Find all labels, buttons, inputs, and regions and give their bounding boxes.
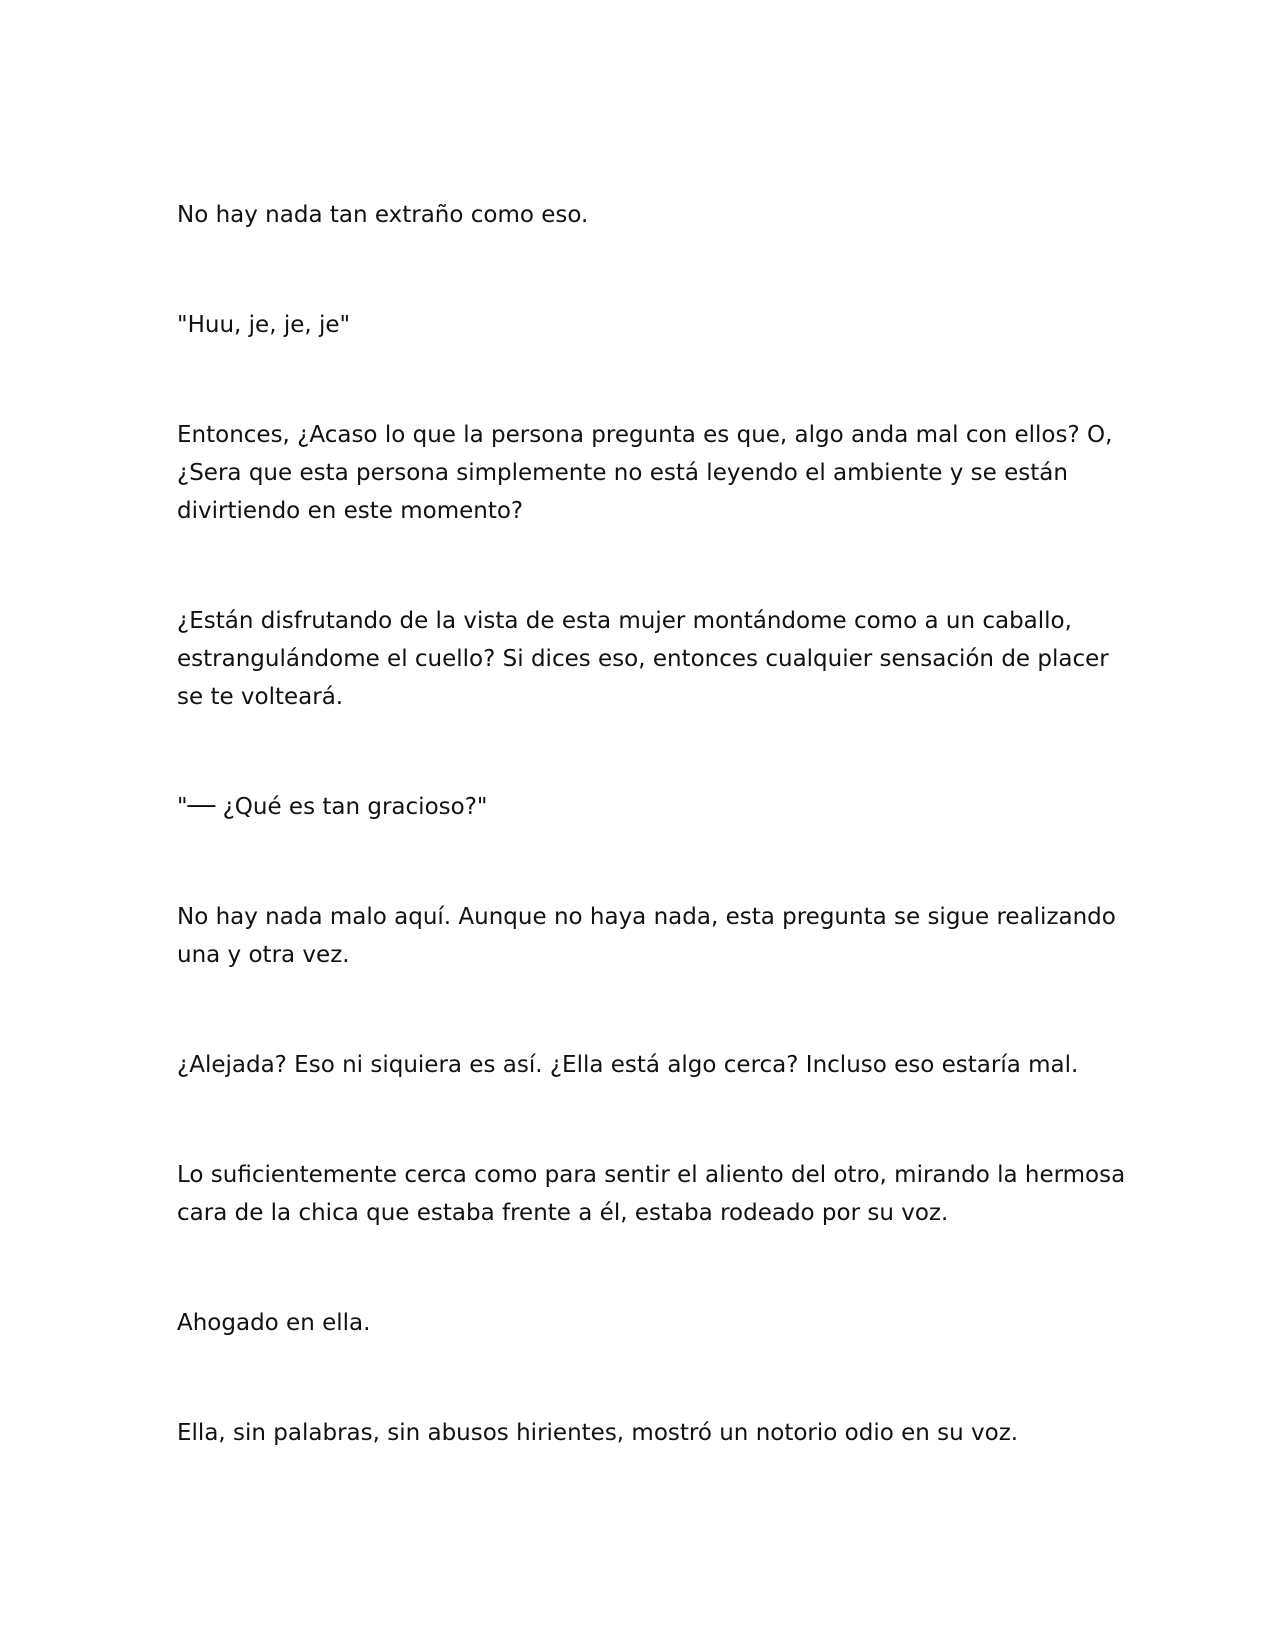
paragraph: Lo suficientemente cerca como para sentir el aliento del otro, mirando la hermosa cara de la chica que estaba frente a él, estaba rodeado por su voz. [177,1162,1126,1226]
paragraph: ¿Alejada? Eso ni siquiera es así. ¿Ella está algo cerca? Incluso eso estaría mal. [177,1052,1079,1078]
paragraph: Ahogado en ella. [177,1310,371,1336]
paragraph: No hay nada tan extraño como eso. [177,202,589,228]
paragraph: ¿Están disfrutando de la vista de esta mujer montándome como a un caballo, estrangulándome el cuello? Si dices eso, entonces cualquier sensación de placer se te volteará. [177,608,1109,710]
paragraph: Ella, sin palabras, sin abusos hirientes, mostró un notorio odio en su voz. [177,1420,1019,1446]
document-body [177,196,1137,1524]
paragraph: "── ¿Qué es tan gracioso?" [177,794,488,820]
paragraph: "Huu, je, je, je" [177,312,351,338]
paragraph: No hay nada malo aquí. Aunque no haya nada, esta pregunta se sigue realizando una y otra vez. [177,904,1116,968]
paragraph: Entonces, ¿Acaso lo que la persona pregunta es que, algo anda mal con ellos? O, ¿Sera que esta persona simplemente no está leyendo el ambiente y se están divirtiendo en este momento? [177,422,1113,524]
